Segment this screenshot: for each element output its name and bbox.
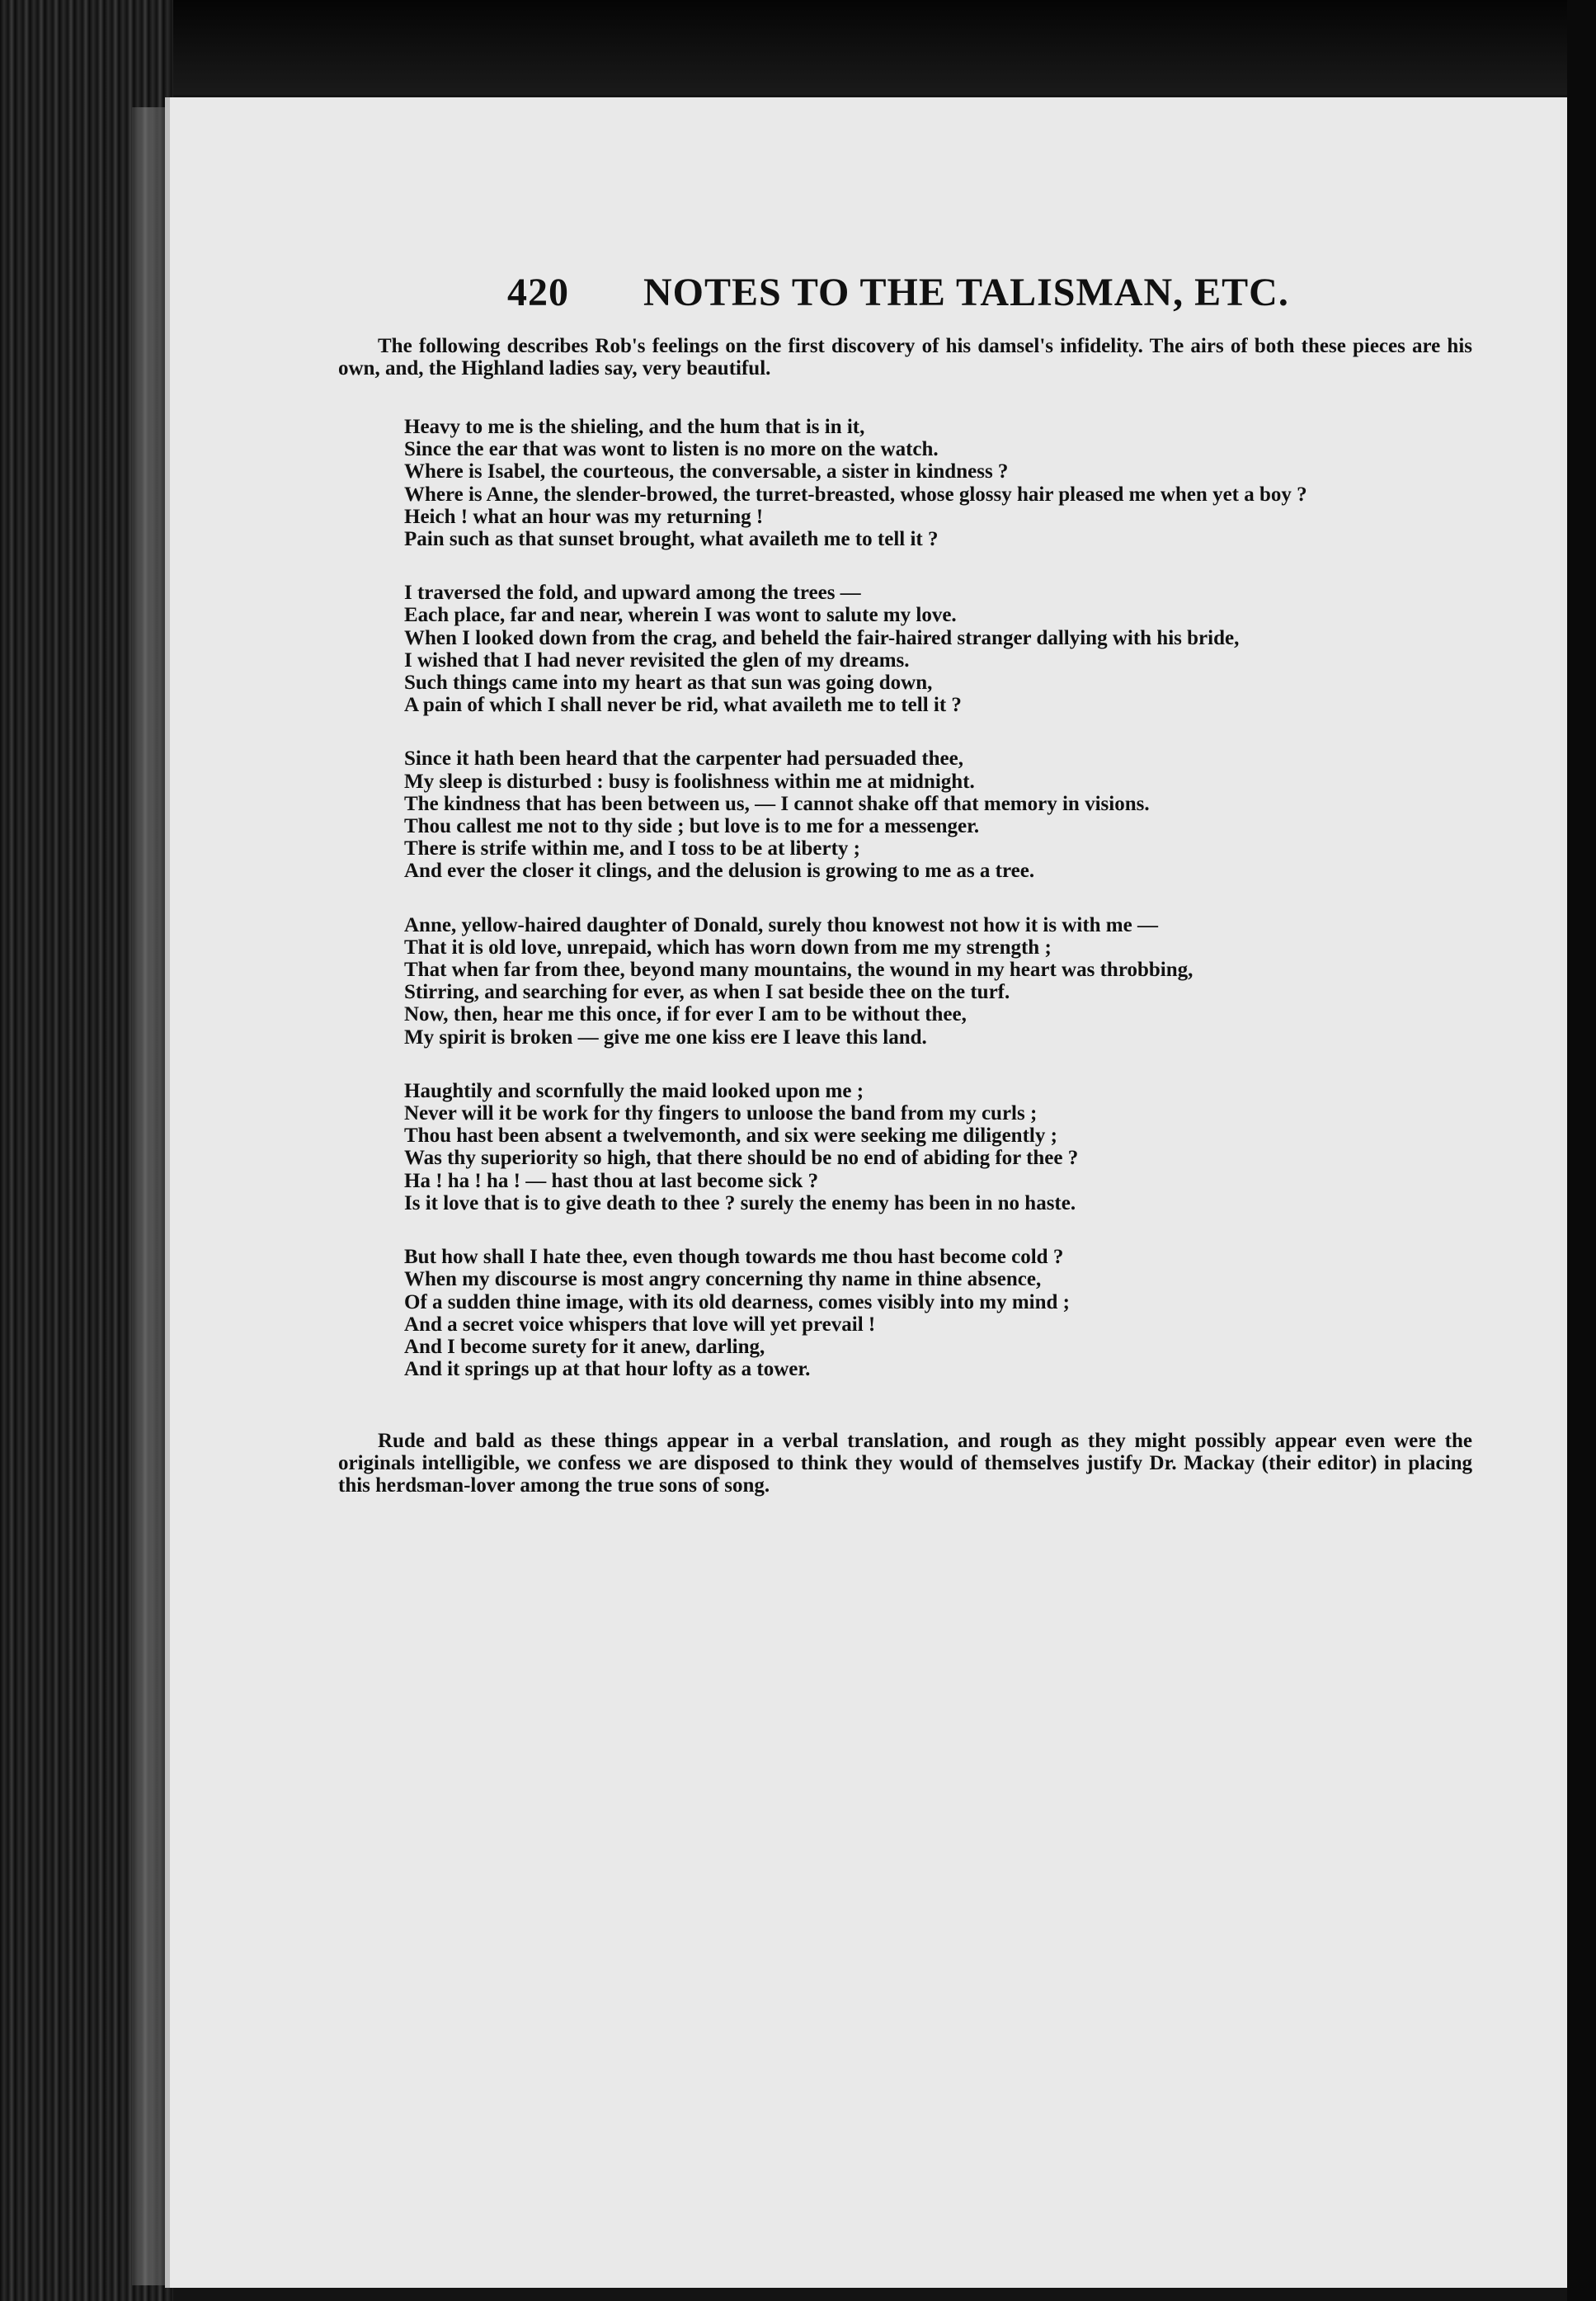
verse-line: My sleep is disturbed : busy is foolishness within me at midnight. (404, 770, 975, 793)
stanza (404, 1080, 1472, 1214)
verse-line: Since the ear that was wont to listen is no more on the watch. (404, 438, 939, 461)
scan-border-right (1567, 0, 1596, 2301)
verse-line: I wished that I had never revisited the glen of my dreams. (404, 648, 910, 672)
verse-line: Such things came into my heart as that sun was going down, (404, 672, 933, 695)
verse-line: That when far from thee, beyond many mountains, the wound in my heart was throbbing, (404, 959, 1193, 982)
verse-line: And a secret voice whispers that love will yet prevail ! (404, 1313, 876, 1336)
verse-line: Never will it be work for thy fingers to unloose the band from my curls ; (404, 1102, 1038, 1125)
intro-paragraph: The following describes Rob's feelings on the first discovery of his damsel's infidelity. The airs of both these pieces are his own, and, the Highland ladies say, very beautiful. (338, 335, 1472, 380)
verse-line: My spirit is broken — give me one kiss ere I leave this land. (404, 1026, 927, 1049)
verse-line: Heich ! what an hour was my returning ! (404, 505, 764, 528)
verse-line: Anne, yellow-haired daughter of Donald, surely thou knowest not how it is with me — (404, 913, 1158, 936)
page-number: 420 (507, 271, 569, 314)
verse-line: When I looked down from the crag, and beheld the fair-haired stranger dallying with his bride, (404, 626, 1240, 649)
verse-line: Haughtily and scornfully the maid looked upon me ; (404, 1079, 864, 1102)
verse-line: Ha ! ha ! ha ! — hast thou at last become sick ? (404, 1169, 819, 1192)
verse-line: And I become surety for it anew, darling, (404, 1335, 765, 1358)
stanza (404, 1246, 1472, 1380)
verse-line: Pain such as that sunset brought, what availeth me to tell it ? (404, 528, 939, 551)
verse-line: That it is old love, unrepaid, which has worn down from me my strength ; (404, 936, 1052, 959)
page-gutter (132, 107, 165, 2285)
verse-line: The kindness that has been between us, — I cannot shake off that memory in visions. (404, 792, 1150, 815)
stanza (404, 914, 1472, 1049)
verse-line: When my discourse is most angry concerning thy name in thine absence, (404, 1268, 1042, 1291)
verse-line: Where is Anne, the slender-browed, the turret-breasted, whose glossy hair pleased me when yet a boy ? (404, 483, 1307, 506)
verse-line: Of a sudden thine image, with its old dearness, comes visibly into my mind ; (404, 1290, 1071, 1313)
stanza (404, 416, 1472, 550)
running-title: NOTES TO THE TALISMAN, ETC. (643, 271, 1289, 314)
page-text (338, 270, 1472, 1497)
verse-line: A pain of which I shall never be rid, what availeth me to tell it ? (404, 694, 962, 717)
running-header (507, 270, 1472, 315)
verse-line: But how shall I hate thee, even though towards me thou hast become cold ? (404, 1246, 1064, 1269)
closing-paragraph: Rude and bald as these things appear in a verbal translation, and rough as they might possibly appear even were the originals intelligible, we confess we are disposed to think they would of themselves justify Dr. Mackay (their editor) in placing this herdsman-lover among the true sons of song. (338, 1430, 1472, 1497)
poem (338, 416, 1472, 1380)
stanza (404, 747, 1472, 882)
verse-line: Stirring, and searching for ever, as when I sat beside thee on the turf. (404, 981, 1010, 1004)
verse-line: Thou callest me not to thy side ; but love is to me for a messenger. (404, 815, 980, 838)
verse-line: Was thy superiority so high, that there should be no end of abiding for thee ? (404, 1147, 1079, 1170)
scan-border-top (0, 0, 1596, 95)
verse-line: Since it hath been heard that the carpenter had persuaded thee, (404, 747, 964, 771)
verse-line: Thou hast been absent a twelvemonth, and six were seeking me diligently ; (404, 1125, 1057, 1148)
verse-line: There is strife within me, and I toss to be at liberty ; (404, 837, 860, 861)
verse-line: Now, then, hear me this once, if for ever I am to be without thee, (404, 1003, 967, 1026)
stanza (404, 582, 1472, 716)
verse-line: I traversed the fold, and upward among the trees — (404, 582, 861, 605)
verse-line: And it springs up at that hour lofty as a tower. (404, 1358, 811, 1381)
verse-line: Is it love that is to give death to thee ? surely the enemy has been in no haste. (404, 1191, 1076, 1214)
verse-line: And ever the closer it clings, and the delusion is growing to me as a tree. (404, 860, 1035, 883)
verse-line: Each place, far and near, wherein I was wont to salute my love. (404, 604, 957, 627)
verse-line: Where is Isabel, the courteous, the conversable, a sister in kindness ? (404, 460, 1009, 483)
verse-line: Heavy to me is the shieling, and the hum that is in it, (404, 416, 865, 438)
